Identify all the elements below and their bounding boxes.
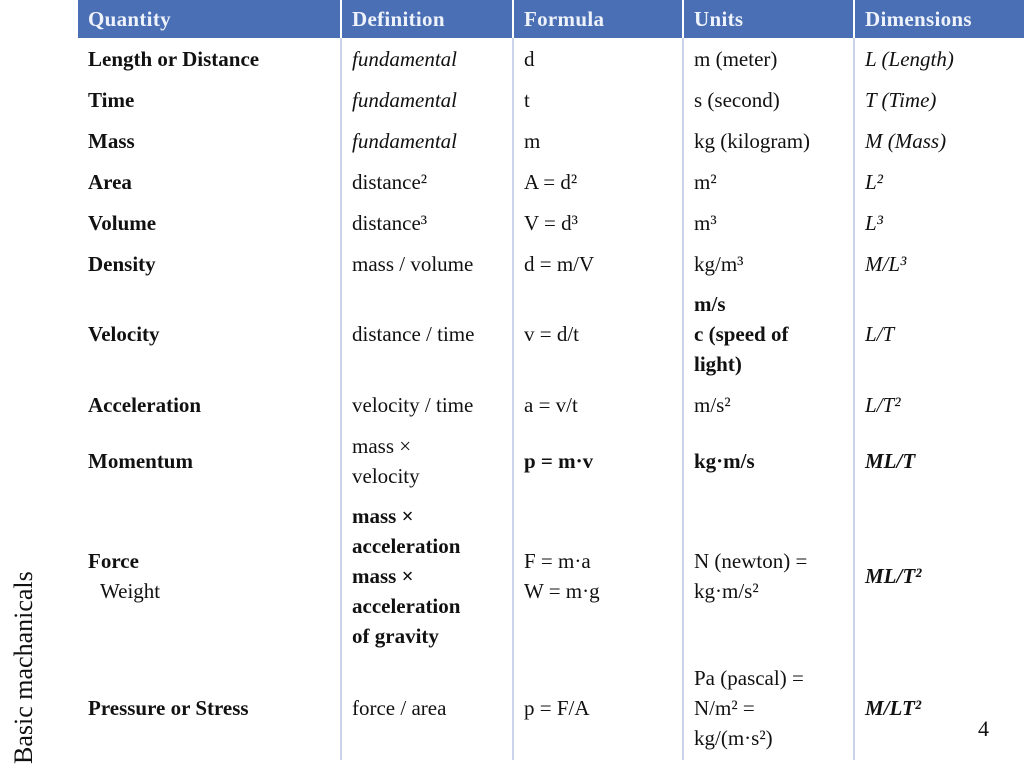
units-line: kg·m/s² [694, 579, 759, 603]
formula-cell: v = d/t [513, 284, 683, 384]
units-cell: kg·m/s [683, 426, 854, 496]
quantity-cell [78, 496, 341, 656]
page-number: 4 [978, 716, 989, 741]
units-cell: m³ [683, 202, 854, 243]
table-row [78, 202, 1024, 243]
table-row [78, 243, 1024, 284]
dimensions-cell: M (Mass) [865, 128, 947, 153]
table-row [78, 384, 1024, 426]
quantity-cell: Velocity [78, 284, 341, 384]
header-units: Units [683, 0, 854, 38]
table-row [78, 120, 1024, 161]
formula-cell: a = v/t [513, 384, 683, 426]
quantity-cell: Density [78, 243, 341, 284]
dimensions-cell: L/T [865, 322, 895, 346]
units-cell: kg (kilogram) [683, 120, 854, 161]
units-line: Pa (pascal) = [694, 666, 804, 690]
definition-cell: mass / volume [341, 243, 513, 284]
units-cell [683, 496, 854, 656]
definition-line: acceleration [352, 594, 461, 618]
quantity-cell: Mass [78, 120, 341, 161]
header-definition: Definition [341, 0, 513, 38]
definition-line: mass × [352, 564, 414, 588]
header-formula: Formula [513, 0, 683, 38]
definition-line: of gravity [352, 624, 439, 648]
quantity-cell: Volume [78, 202, 341, 243]
quantity-cell: Time [78, 79, 341, 120]
units-line: light) [694, 352, 742, 376]
definition-cell: distance / time [341, 284, 513, 384]
formula-cell: t [513, 79, 683, 120]
quantity-cell: Pressure or Stress [78, 656, 341, 760]
definition-cell: force / area [341, 656, 513, 760]
units-cell [683, 284, 854, 384]
definition-line: mass × [352, 434, 412, 458]
formula-cell: d [513, 38, 683, 79]
units-cell: m/s² [683, 384, 854, 426]
table-row [78, 656, 1024, 760]
formula-cell: m [513, 120, 683, 161]
quantity-cell: Length or Distance [78, 38, 341, 79]
units-line: N (newton) = [694, 549, 808, 573]
formula-line: F = m·a [524, 549, 591, 573]
table-row [78, 161, 1024, 202]
dimensions-cell: L³ [865, 210, 883, 235]
header-dimensions: Dimensions [854, 0, 1024, 38]
dimensions-cell: M/L³ [865, 251, 907, 276]
formula-cell: A = d² [513, 161, 683, 202]
quantity-cell: Area [78, 161, 341, 202]
dimensions-cell: ML/T [865, 449, 916, 473]
quantity-sub: Weight [100, 579, 161, 603]
units-cell: m² [683, 161, 854, 202]
table-row [78, 496, 1024, 656]
table-row [78, 79, 1024, 120]
definition-line: mass × [352, 504, 414, 528]
quantities-table [78, 0, 1024, 760]
units-line: c (speed of [694, 322, 789, 346]
units-line: kg/(m·s²) [694, 726, 773, 750]
dimensions-cell: L (Length) [865, 46, 954, 71]
formula-cell [513, 496, 683, 656]
units-line: m/s [694, 292, 726, 316]
definition-cell: fundamental [341, 79, 513, 120]
dimensions-cell: T (Time) [865, 87, 937, 112]
units-cell: m (meter) [683, 38, 854, 79]
definition-cell: fundamental [341, 120, 513, 161]
formula-cell: p = m·v [513, 426, 683, 496]
definition-line: acceleration [352, 534, 461, 558]
formula-line: W = m·g [524, 579, 600, 603]
table-row [78, 284, 1024, 384]
quantity-cell: Acceleration [78, 384, 341, 426]
units-line: N/m² = [694, 696, 755, 720]
definition-cell: distance² [341, 161, 513, 202]
dimensions-cell: M/LT² [865, 696, 922, 720]
units-cell: kg/m³ [683, 243, 854, 284]
side-label: Basic machanicals [9, 571, 38, 764]
table-row [78, 426, 1024, 496]
definition-cell: velocity / time [341, 384, 513, 426]
units-cell: s (second) [683, 79, 854, 120]
dimensions-cell: L² [865, 169, 883, 194]
definition-line: velocity [352, 464, 420, 488]
formula-cell: V = d³ [513, 202, 683, 243]
table-row [78, 38, 1024, 79]
header-quantity: Quantity [78, 0, 341, 38]
formula-cell: p = F/A [513, 656, 683, 760]
definition-cell: distance³ [341, 202, 513, 243]
formula-cell: d = m/V [513, 243, 683, 284]
quantity-main: Force [88, 549, 139, 573]
dimensions-cell: ML/T² [865, 564, 922, 588]
units-cell [683, 656, 854, 760]
definition-cell: fundamental [341, 38, 513, 79]
quantity-cell: Momentum [78, 426, 341, 496]
definition-cell [341, 426, 513, 496]
definition-cell [341, 496, 513, 656]
header-row [78, 0, 1024, 38]
dimensions-cell: L/T² [865, 393, 901, 417]
